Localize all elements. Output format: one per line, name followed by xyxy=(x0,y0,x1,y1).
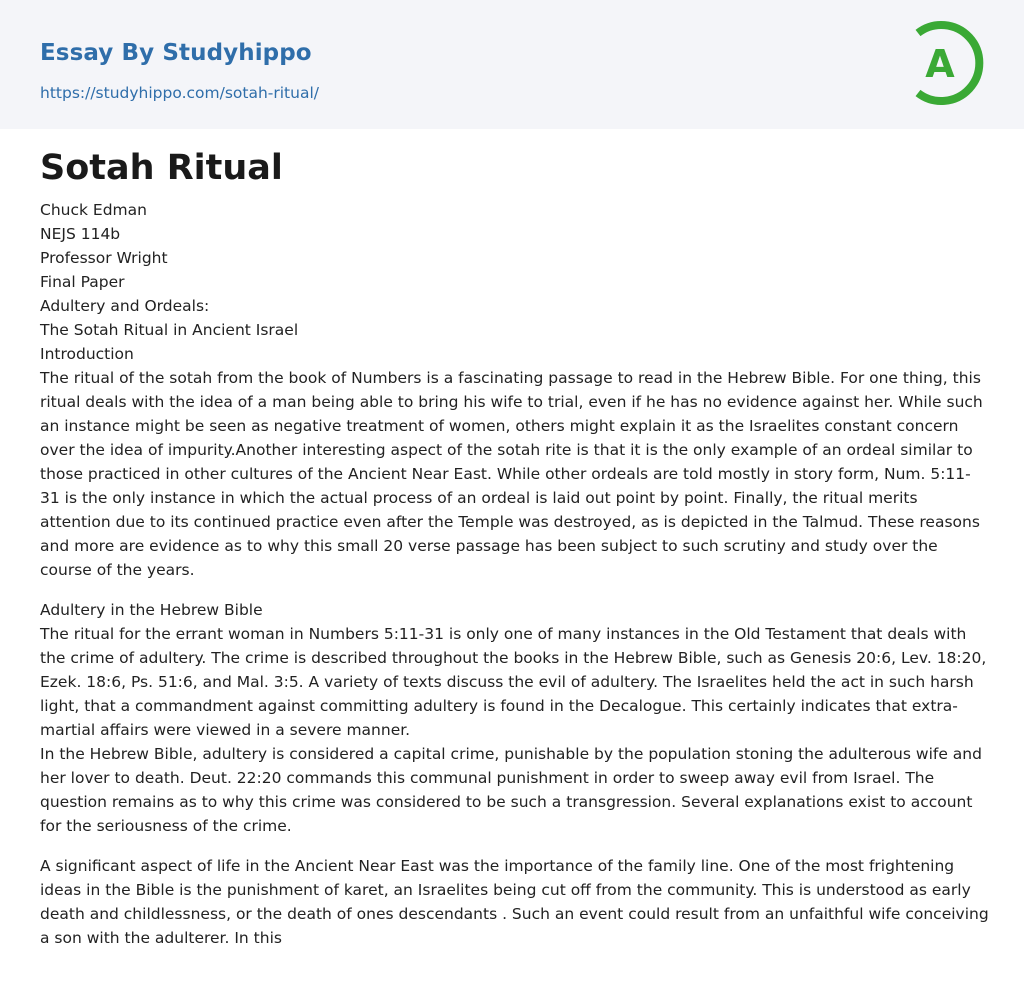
studyhippo-logo-icon[interactable] xyxy=(898,20,986,106)
meta-paper-type: Final Paper xyxy=(40,273,125,291)
intro-paragraph: The ritual of the sotah from the book of Numbers is a fascinating passage to read in the Hebrew Bible. For one thing, this ritual deals with the idea of a man being able to bring his wife to trial, even if he has no evidence against her. While such an instance might be seen as negative treatment of women, others might explain it as the Israelites constant concern over the idea of impurity.Another interesting aspect of the sotah rite is that it is the only example of an ordeal similar to those practiced in other cultures of the Ancient Near East. While other ordeals are told mostly in story form, Num. 5:11-31 is the only instance in which the actual process of an ordeal is laid out point by point. Finally, the ritual merits attention due to its continued practice even after the Temple was destroyed, as is depicted in the Talmud. These reasons and more are evidence as to why this small 20 verse passage has been subject to such scrutiny and study over the course of the years. xyxy=(40,369,983,579)
section-paragraph-2: In the Hebrew Bible, adultery is considered a capital crime, punishable by the population stoning the adulterous wife and her lover to death. Deut. 22:20 commands this communal punishment in order to sweep away evil from Israel. The question remains as to why this crime was considered to be such a transgression. Several explanations exist to account for the seriousness of the crime. xyxy=(40,745,982,835)
essay-content xyxy=(40,146,990,950)
brand-title[interactable]: Essay By Studyhippo xyxy=(40,40,312,66)
essay-meta xyxy=(40,198,990,366)
site-header xyxy=(0,0,1024,129)
essay-title: Sotah Ritual xyxy=(40,148,283,188)
logo-letter: A xyxy=(925,42,955,86)
essay-url-link[interactable]: https://studyhippo.com/sotah-ritual/ xyxy=(40,84,319,102)
section-paragraph-1: The ritual for the errant woman in Numbers 5:11-31 is only one of many instances in the Old Testament that deals with the crime of adultery. The crime is described throughout the books in the Hebrew Bible, such as Genesis 20:6, Lev. 18:20, Ezek. 18:6, Ps. 51:6, and Mal. 3:5. A variety of texts discuss the evil of adultery. The Israelites held the act in such harsh light, that a commandment against committing adultery is found in the Decalogue. This certainly indicates that extra-martial affairs were viewed in a severe manner. xyxy=(40,625,987,739)
meta-subtitle-1: Adultery and Ordeals: xyxy=(40,297,210,315)
introduction-heading: Introduction xyxy=(40,345,134,363)
section-heading: Adultery in the Hebrew Bible xyxy=(40,601,263,619)
meta-course: NEJS 114b xyxy=(40,225,121,243)
meta-subtitle-2: The Sotah Ritual in Ancient Israel xyxy=(40,321,299,339)
meta-professor: Professor Wright xyxy=(40,249,168,267)
meta-author: Chuck Edman xyxy=(40,201,147,219)
final-paragraph: A significant aspect of life in the Ancient Near East was the importance of the family line. One of the most frightening ideas in the Bible is the punishment of karet, an Israelites being cut off from the community. This is understood as early death and childlessness, or the death of ones descendants . Such an event could result from an unfaithful wife conceiving a son with the adulterer. In this xyxy=(40,857,989,947)
